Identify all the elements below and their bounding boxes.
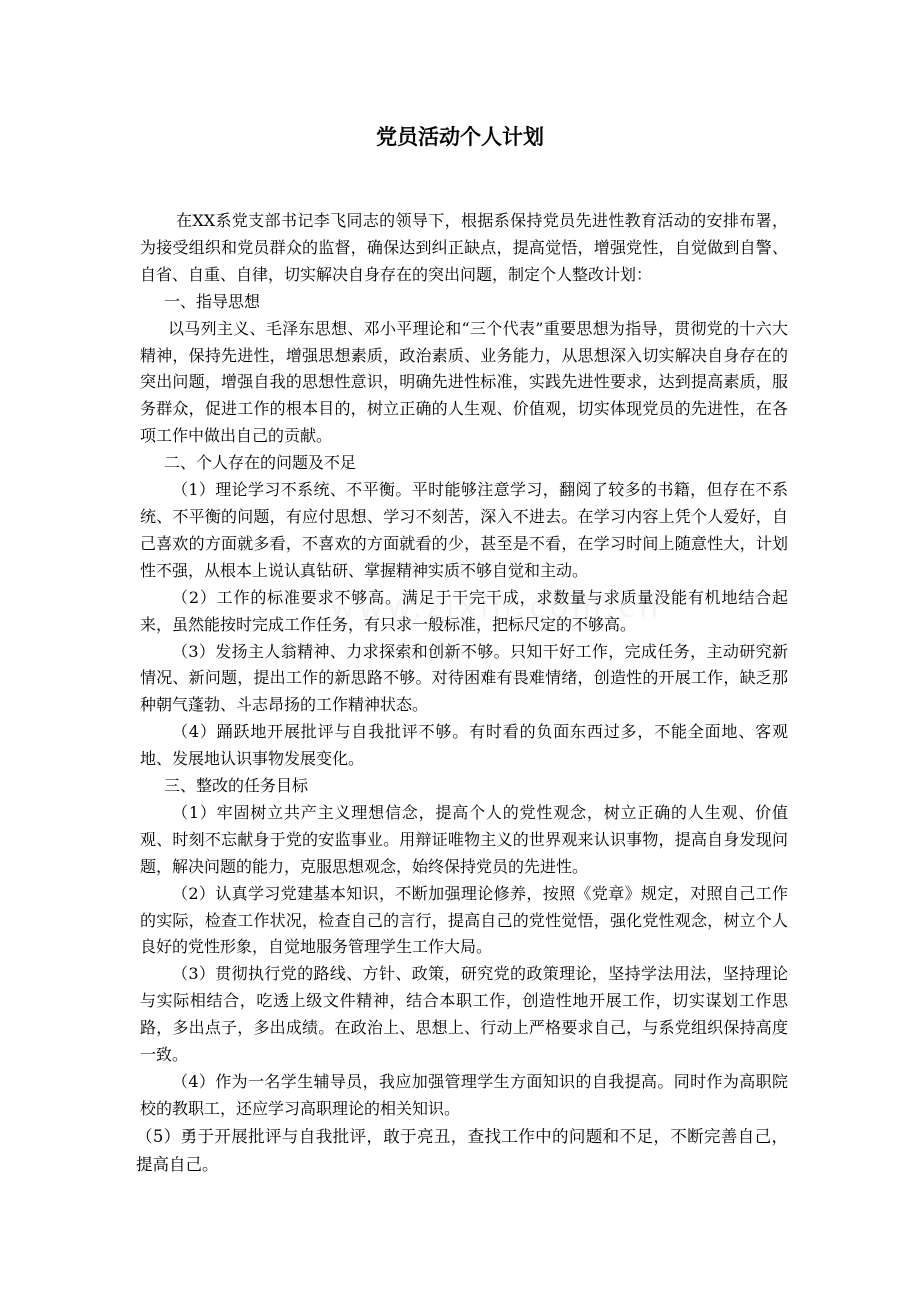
section-heading-goals: 三、整改的任务目标 (164, 776, 309, 796)
section-heading-guiding-ideology: 一、指导思想 (164, 291, 261, 311)
section-heading-problems: 二、个人存在的问题及不足 (164, 453, 357, 473)
document-title: 党员活动个人计划 (376, 125, 544, 149)
intro-paragraph: 在XX系党支部书记李飞同志的领导下，根据系保持党员先进性教育活动的安排布署，为接受组织和党员群众的监督，确保达到纠正缺点，提高觉悟，增强党性，自觉做到自警、自省、自重、自律，切实解决自身存在的突出问题，制定个人整改计划： (140, 211, 788, 284)
document-body (136, 208, 788, 1179)
goal-item-2: （2）认真学习党建基本知识，不断加强理论修养，按照《党章》规定，对照自己工作的实际，检查工作状况，检查自己的言行，提高自己的党性觉悟，强化党性观念，树立个人良好的党性形象，自觉地服务管理学生工作大局。 (140, 883, 788, 957)
problem-item-2: （2）工作的标准要求不够高。满足于干完干成，求数量与求质量没能有机地结合起来，虽然能按时完成工作任务，有只求一般标准，把标尺定的不够高。 (140, 587, 788, 634)
problem-item-1: （1）理论学习不系统、不平衡。平时能够注意学习，翻阅了较多的书籍，但存在不系统、不平衡的问题，有应付思想、学习不刻苦，深入不进去。在学习内容上凭个人爱好，自己喜欢的方面就多看，不喜欢的方面就看的少，甚至是不看，在学习时间上随意性大，计划性不强，从根本上说认真钻研、掌握精神实质不够自觉和主动。 (140, 480, 788, 580)
goal-item-5: （5）勇于开展批评与自我批评，敢于亮丑，查找工作中的问题和不足，不断完善自己，提高自己。 (136, 1126, 788, 1174)
problem-item-3: （3）发扬主人翁精神、力求探索和创新不够。只知干好工作，完成任务，主动研究新情况、新问题，提出工作的新思路不够。对待困难有畏难情绪，创造性的开展工作，缺乏那种朝气蓬勃、斗志昂扬的工作精神状态。 (140, 641, 788, 715)
goal-item-1: （1）牢固树立共产主义理想信念，提高个人的党性观念，树立正确的人生观、价值观、时刻不忘献身于党的安监事业。用辩证唯物主义的世界观来认识事物，提高自身发现问题，解决问题的能力，克服思想观念，始终保持党员的先进性。 (140, 802, 788, 876)
goal-item-3: （3）贯彻执行党的路线、方针、政策，研究党的政策理论，坚持学法用法，坚持理论与实际相结合，吃透上级文件精神，结合本职工作，创造性地开展工作，切实谋划工作思路，多出点子，多出成绩。在政治上、思想上、行动上严格要求自己，与系党组织保持高度一致。 (140, 964, 788, 1065)
problem-item-4: （4）踊跃地开展批评与自我批评不够。有时看的负面东西过多，不能全面地、客观地、发展地认识事物发展变化。 (140, 722, 788, 769)
goal-item-4: （4）作为一名学生辅导员，我应加强管理学生方面知识的自我提高。同时作为高职院校的教职工，还应学习高职理论的相关知识。 (140, 1072, 788, 1118)
guiding-ideology-paragraph: 以马列主义、毛泽东思想、邓小平理论和“三个代表”重要思想为指导，贯彻党的十六大精神，保持先进性，增强思想素质，政治素质、业务能力，从思想深入切实解决自身存在的突出问题，增强自我的思想性意识，明确先进性标准，实践先进性要求，达到提高素质，服务群众，促进工作的根本目的，树立正确的人生观、价值观，切实体现党员的先进性，在各项工作中做出自己的贡献。 (140, 318, 788, 446)
